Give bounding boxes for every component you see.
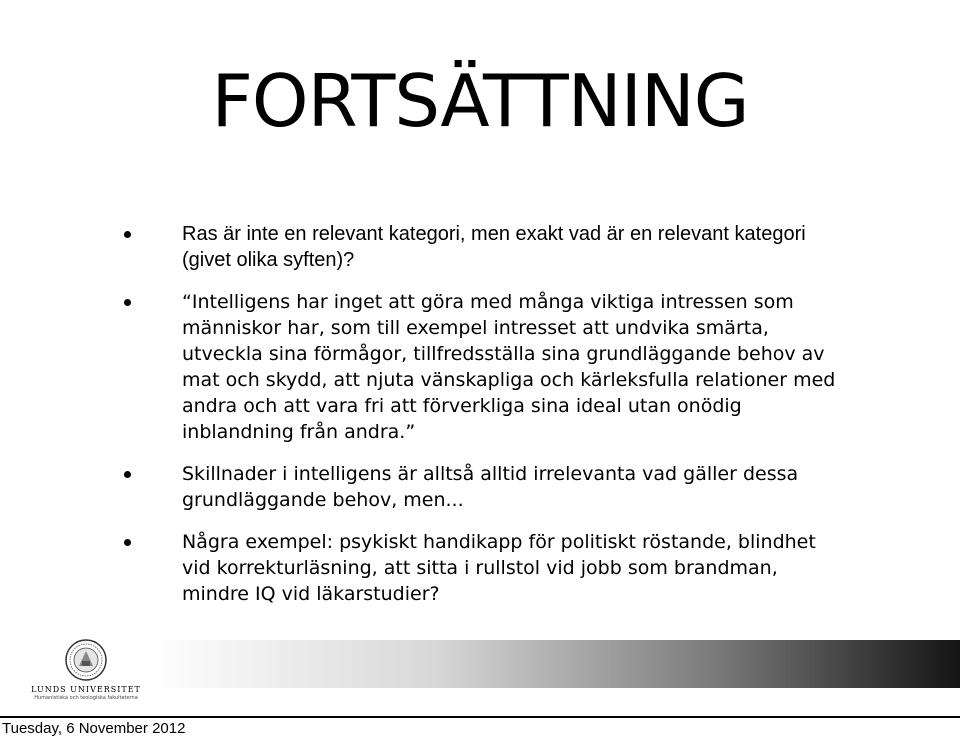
bullet-text: “Intelligens har inget att göra med många viktiga intressen som människor har, som till exempel intresset att undvika smärta, utveckla sina förmågor, tillfredsställa sina grundläggande behov av mat och skydd, att njuta vänskapliga och kärleksfulla relationer med andra och att vara fri att förverkliga sina ideal utan onödig inblandning från andra.” xyxy=(182,291,836,443)
bullet-dot-icon xyxy=(124,299,131,306)
print-date: Tuesday, 6 November 2012 xyxy=(2,720,186,737)
university-logo xyxy=(26,638,146,712)
bullet-dot-icon xyxy=(124,231,131,238)
bullet-item xyxy=(122,289,842,445)
bullet-dot-icon xyxy=(124,539,131,546)
footer-gradient-bar xyxy=(148,640,960,688)
bullet-dot-icon xyxy=(124,471,131,478)
divider xyxy=(0,716,960,718)
bullet-text: Ras är inte en relevant kategori, men exakt vad är en relevant kategori (givet olika syften)? xyxy=(182,223,806,271)
bullet-item xyxy=(122,221,842,273)
bullet-list xyxy=(122,221,842,623)
bullet-text: Skillnader i intelligens är alltså alltid irrelevanta vad gäller dessa grundläggande behov, men... xyxy=(182,463,799,511)
bullet-item xyxy=(122,529,842,607)
faculty-name: Humanistiska och teologiska fakulteterna xyxy=(34,695,138,701)
bullet-text: Några exempel: psykiskt handikapp för politiskt röstande, blindhet vid korrekturläsning, att sitta i rullstol vid jobb som brandman, mindre IQ vid läkarstudier? xyxy=(182,531,816,605)
slide-title: FORTSÄTTNING xyxy=(211,59,749,143)
university-name: LUNDS UNIVERSITET xyxy=(31,685,141,694)
university-seal-icon xyxy=(64,638,108,682)
bullet-item xyxy=(122,461,842,513)
